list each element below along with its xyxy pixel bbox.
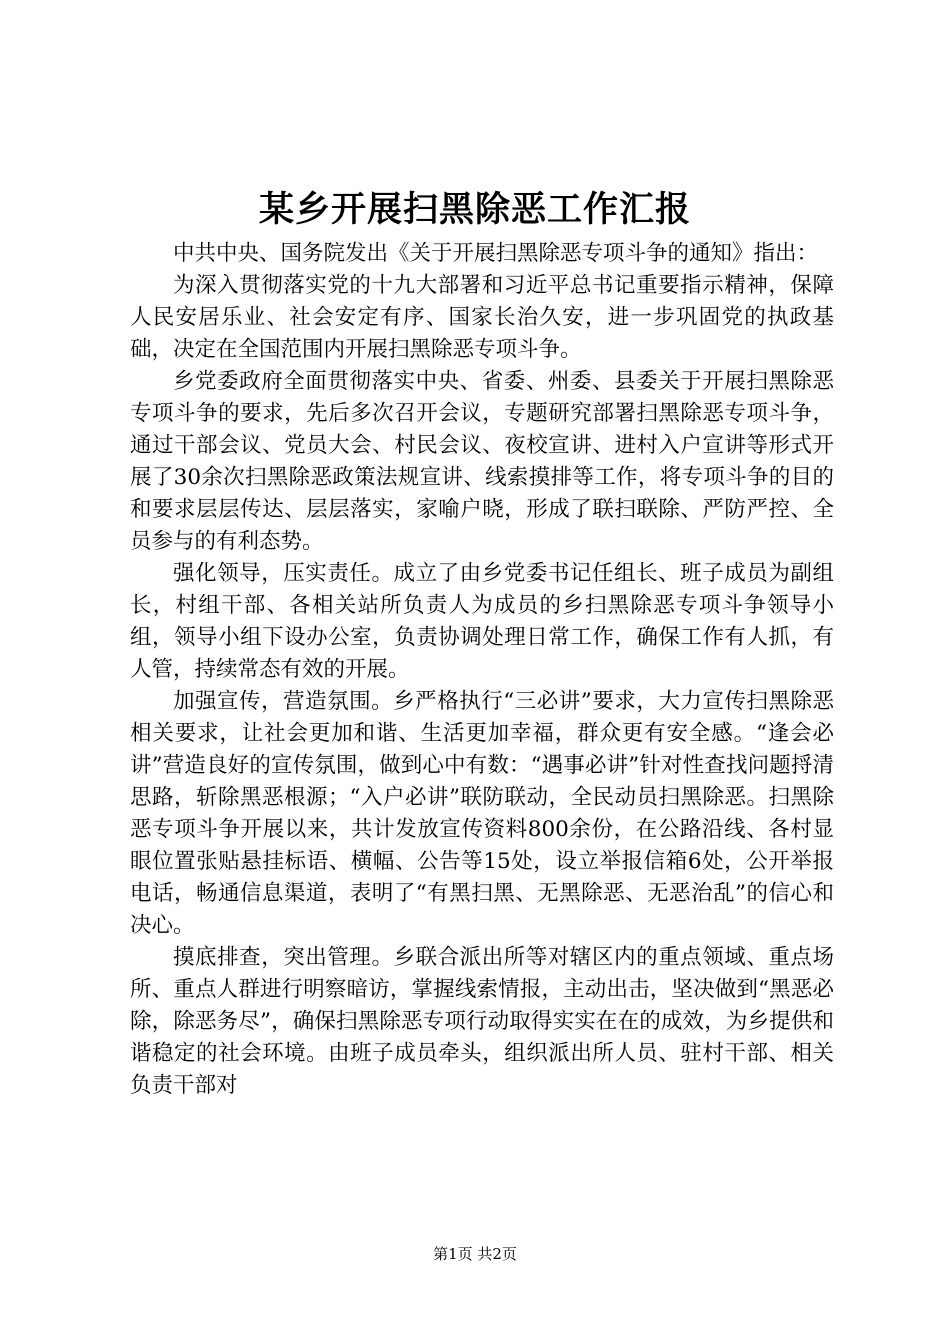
paragraph: 为深入贯彻落实党的十九大部署和习近平总书记重要指示精神，保障人民安居乐业、社会安定有序、国家长治久安，进一步巩固党的执政基础，决定在全国范围内开展扫黑除恶专项斗争。 — [130, 273, 834, 362]
page-footer: 第1页 共2页 — [433, 1245, 517, 1263]
document-title: 某乡开展扫黑除恶工作汇报 — [258, 189, 691, 230]
paragraph: 强化领导，压实责任。成立了由乡党委书记任组长、班子成员为副组长，村组干部、各相关站所负责人为成员的乡扫黑除恶专项斗争领导小组，领导小组下设办公室，负责协调处理日常工作，确保工作有人抓，有人管，持续常态有效的开展。 — [130, 561, 834, 682]
paragraph: 中共中央、国务院发出《关于开展扫黑除恶专项斗争的通知》指出： — [173, 241, 819, 266]
paragraph: 乡党委政府全面贯彻落实中央、省委、州委、县委关于开展扫黑除恶专项斗争的要求，先后多次召开会议，专题研究部署扫黑除恶专项斗争，通过干部会议、党员大会、村民会议、夜校宣讲、进村入户宣讲等形式开展了30余次扫黑除恶政策法规宣讲、线索摸排等工作，将专项斗争的目的和要求层层传达、层层落实，家喻户晓，形成了联扫联除、严防严控、全员参与的有利态势。 — [130, 369, 834, 554]
paragraph: 加强宣传，营造氛围。乡严格执行“三必讲”要求，大力宣传扫黑除恶相关要求，让社会更加和谐、生活更加幸福，群众更有安全感。“逢会必讲”营造良好的宣传氛围，做到心中有数：“遇事必讲”针对性查找问题捋清思路，斩除黑恶根源；“入户必讲”联防联动，全民动员扫黑除恶。扫黑除恶专项斗争开展以来，共计发放宣传资料800余份，在公路沿线、各村显眼位置张贴悬挂标语、横幅、公告等15处，设立举报信箱6处，公开举报电话，畅通信息渠道，表明了“有黑扫黑、无黑除恶、无恶治乱”的信心和决心。 — [130, 689, 834, 938]
paragraph: 摸底排查，突出管理。乡联合派出所等对辖区内的重点领域、重点场所、重点人群进行明察暗访，掌握线索情报，主动出击，坚决做到“黑恶必除，除恶务尽”，确保扫黑除恶专项行动取得实实在在的成效，为乡提供和谐稳定的社会环境。由班子成员牵头，组织派出所人员、驻村干部、相关负责干部对 — [130, 945, 834, 1098]
document-body — [130, 238, 834, 1102]
